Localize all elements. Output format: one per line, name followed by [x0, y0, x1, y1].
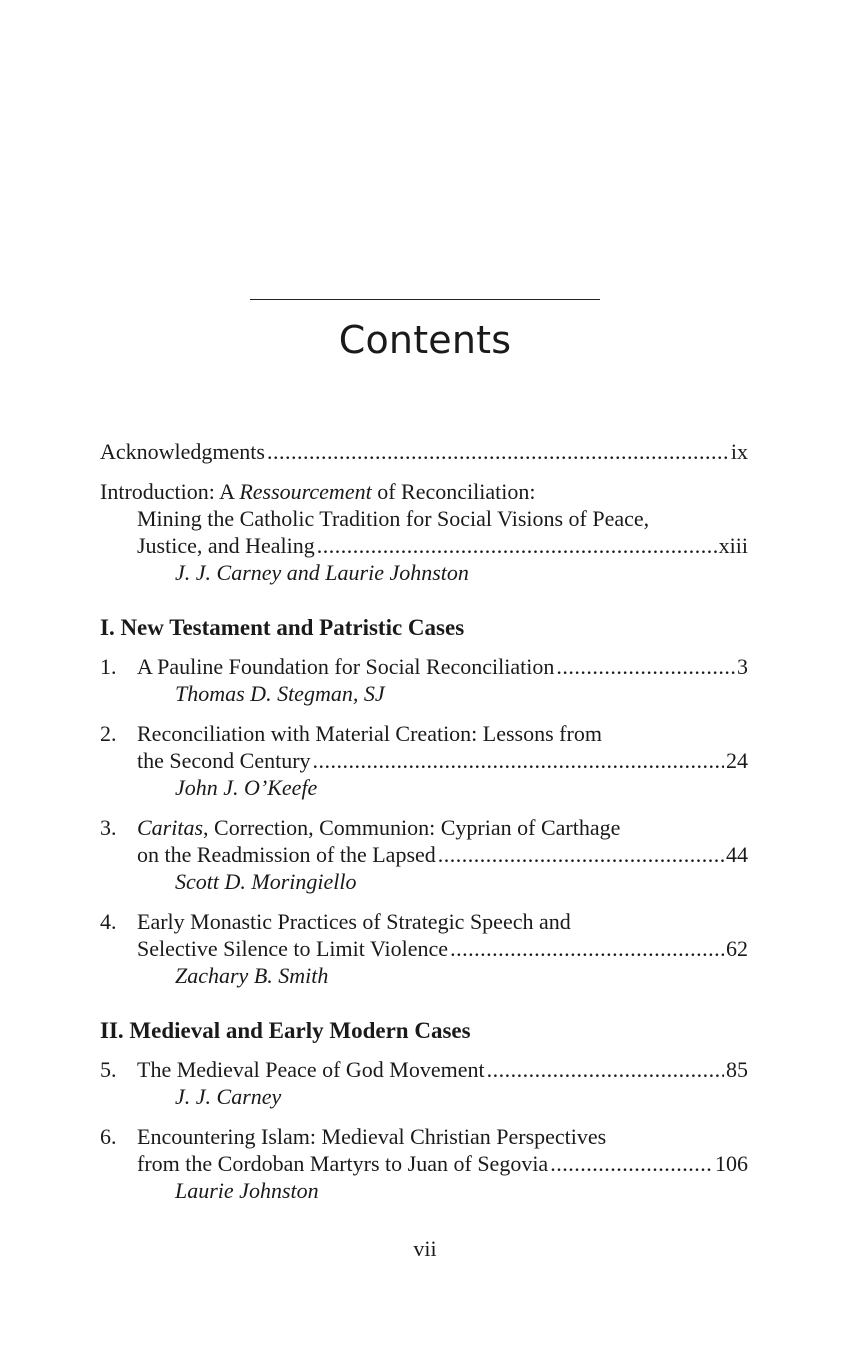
toc-entry-chapter-6[interactable] — [100, 1123, 748, 1204]
entry-author: John J. O’Keefe — [175, 775, 318, 800]
dot-leader — [267, 438, 729, 465]
entry-title-italic: Ressourcement — [239, 479, 372, 504]
page-folio: vii — [413, 1236, 437, 1261]
page-number: 62 — [726, 936, 748, 961]
toc-entry-chapter-5[interactable] — [100, 1056, 748, 1110]
toc-entry-introduction[interactable] — [100, 478, 748, 586]
chapter-number: 1. — [100, 654, 117, 679]
entry-title-italic: Caritas — [137, 815, 204, 840]
page-title: Contents — [338, 318, 512, 362]
dot-leader — [313, 747, 724, 774]
dot-leader — [487, 1056, 724, 1083]
dot-leader — [450, 935, 724, 962]
page-number: 85 — [726, 1057, 748, 1082]
entry-author: J. J. Carney and Laurie Johnston — [175, 560, 469, 585]
entry-title: A Pauline Foundation for Social Reconciliation — [137, 654, 555, 679]
toc-entry-chapter-3[interactable] — [100, 814, 748, 895]
entry-author: J. J. Carney — [175, 1084, 282, 1109]
section-heading: II. Medieval and Early Modern Cases — [100, 1018, 471, 1043]
entry-title: Early Monastic Practices of Strategic Speech and — [137, 909, 571, 934]
entry-title: Reconciliation with Material Creation: Lessons from — [137, 721, 602, 746]
entry-title: Acknowledgments — [100, 439, 265, 464]
entry-title-line: from the Cordoban Martyrs to Juan of Segovia — [137, 1151, 549, 1176]
title-rule — [250, 299, 600, 300]
table-of-contents — [100, 438, 748, 1217]
page-number: 106 — [715, 1151, 748, 1176]
dot-leader — [317, 532, 717, 559]
dot-leader — [438, 841, 724, 868]
page-number: 3 — [737, 654, 748, 679]
entry-author: Scott D. Moringiello — [175, 869, 357, 894]
dot-leader — [556, 653, 735, 680]
chapter-number: 2. — [100, 721, 117, 746]
entry-title-part: Introduction: A — [100, 479, 240, 504]
page-number: 44 — [726, 842, 748, 867]
chapter-number: 3. — [100, 815, 117, 840]
entry-title-line: on the Readmission of the Lapsed — [137, 842, 436, 867]
toc-entry-chapter-1[interactable] — [100, 653, 748, 707]
entry-title-part: of Reconciliation: — [371, 479, 536, 504]
toc-entry-acknowledgments[interactable] — [100, 438, 748, 465]
entry-title-line: Selective Silence to Limit Violence — [137, 936, 449, 961]
entry-title: Encountering Islam: Medieval Christian Perspectives — [137, 1124, 607, 1149]
section-heading: I. New Testament and Patristic Cases — [100, 615, 465, 640]
entry-title-line: Mining the Catholic Tradition for Social Visions of Peace, — [137, 506, 650, 531]
page-number: ix — [730, 439, 748, 464]
dot-leader — [550, 1150, 713, 1177]
page-number: xiii — [718, 533, 748, 558]
entry-author: Thomas D. Stegman, SJ — [175, 681, 385, 706]
page-number: 24 — [726, 748, 748, 773]
entry-title-line: Justice, and Healing — [137, 533, 315, 558]
entry-title: The Medieval Peace of God Movement — [137, 1057, 485, 1082]
entry-author: Zachary B. Smith — [175, 963, 329, 988]
chapter-number: 6. — [100, 1124, 117, 1149]
chapter-number: 4. — [100, 909, 117, 934]
entry-title-line: the Second Century — [137, 748, 311, 773]
toc-entry-chapter-2[interactable] — [100, 720, 748, 801]
entry-title-part: , Correction, Communion: Cyprian of Carthage — [203, 815, 621, 840]
toc-entry-chapter-4[interactable] — [100, 908, 748, 989]
entry-author: Laurie Johnston — [175, 1178, 319, 1203]
chapter-number: 5. — [100, 1057, 117, 1082]
